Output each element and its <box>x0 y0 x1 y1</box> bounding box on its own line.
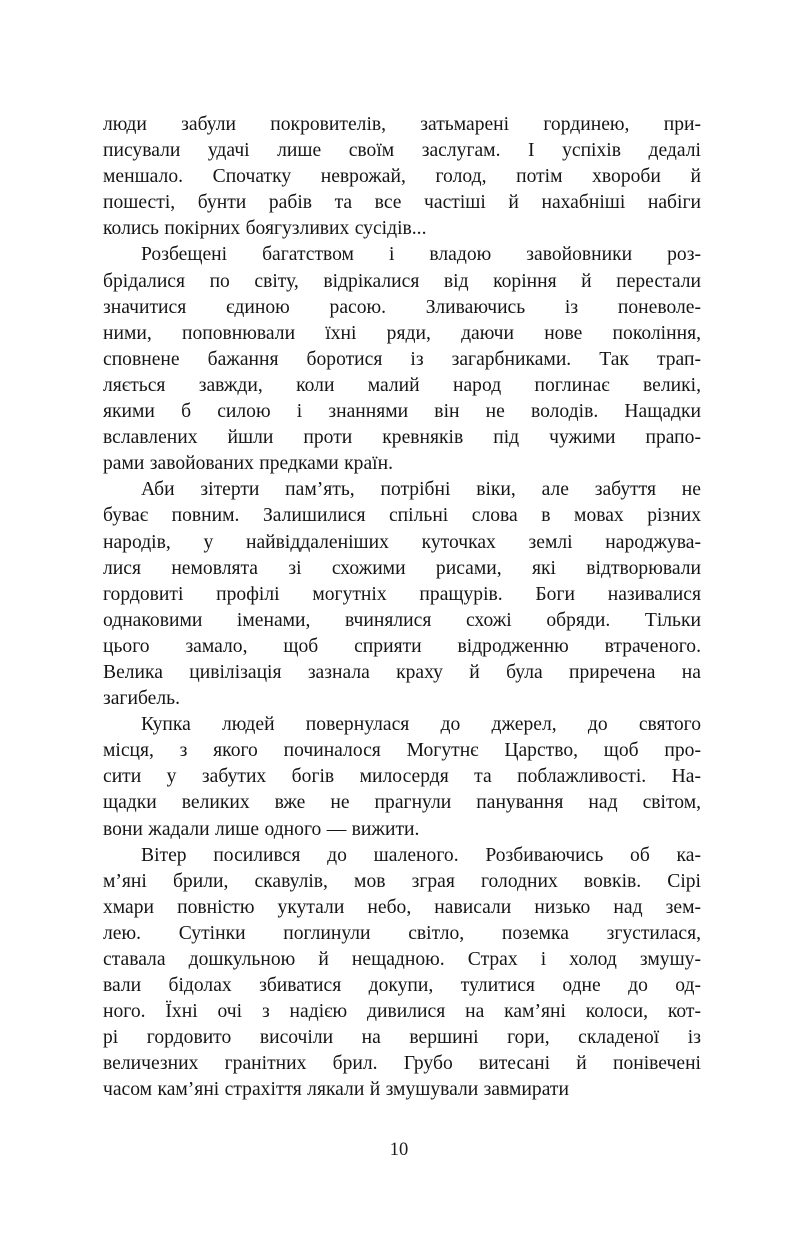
text-line: Розбещені багатством і владою завойовники роз- <box>141 244 701 266</box>
text-line: гордовиті профілі могутніх пращурів. Боги називалися <box>103 583 701 605</box>
paragraph <box>103 843 701 1104</box>
text-line: лею. Сутінки поглинули світло, поземка згустилася, <box>103 922 701 944</box>
text-line: колись покірних боягузливих сусідів... <box>103 218 427 240</box>
text-line: вони жадали лише одного — вижити. <box>103 818 420 840</box>
text-line: цього замало, щоб сприяти відродженню втраченого. <box>103 635 701 657</box>
paragraph <box>103 477 701 712</box>
text-line: ставала дошкульною й нещадною. Страх і холод змушу- <box>103 949 701 970</box>
paragraph <box>103 112 701 242</box>
text-line: якими б силою і знаннями він не володів. Нащадки <box>103 401 701 423</box>
page-number: 10 <box>389 1140 409 1160</box>
text-line: Велика цивілізація зазнала краху й була приречена на <box>103 661 701 683</box>
text-line: часом кам’яні страхіття лякали й змушували завмирати <box>103 1079 569 1101</box>
text-line: ними, поповнювали їхні ряди, даючи нове покоління, <box>103 322 701 344</box>
paragraph <box>103 712 701 842</box>
page-body <box>103 112 701 1104</box>
text-line: однаковими іменами, вчинялися схожі обряди. Тільки <box>103 609 701 631</box>
text-line: рі гордовито височіли на вершині гори, складеної із <box>103 1027 701 1049</box>
text-line: хмари повністю укутали небо, нависали низько над зем- <box>103 896 701 918</box>
text-line: загибель. <box>103 688 180 710</box>
text-line: пошесті, бунти рабів та все частіші й нахабніші набіги <box>103 192 701 214</box>
text-line: вславлених йшли проти кревняків під чужими прапо- <box>103 427 701 449</box>
text-line: брідалися по світу, відрікалися від коріння й перестали <box>103 270 701 292</box>
text-line: люди забули покровителів, затьмарені гординею, при- <box>103 114 701 135</box>
text-line: народів, у найвіддаленіших куточках землі народжува- <box>103 531 701 553</box>
text-line: вали бідолах збиватися докупи, тулитися одне до од- <box>103 975 701 997</box>
paragraph <box>103 242 701 477</box>
text-line: сити у забутих богів милосердя та поблажливості. На- <box>103 766 701 788</box>
text-line: значитися єдиною расою. Зливаючись із поневоле- <box>103 296 701 318</box>
text-line: Купка людей повернулася до джерел, до святого <box>141 714 701 736</box>
text-line: величезних гранітних брил. Грубо витесані й понівечені <box>103 1053 701 1075</box>
text-line: меншало. Спочатку неврожай, голод, потім хвороби й <box>103 166 701 188</box>
text-line: Вітер посилився до шаленого. Розбиваючись об ка- <box>141 844 701 866</box>
text-line: м’яні брили, скавулів, мов зграя голодних вовків. Сірі <box>103 870 701 892</box>
text-line: ляється завжди, коли малий народ поглинає великі, <box>103 374 701 396</box>
text-line: сповнене бажання боротися із загарбниками. Так трап- <box>103 348 701 370</box>
text-line: місця, з якого починалося Могутнє Царство, щоб про- <box>103 740 701 762</box>
text-line: лися немовлята зі схожими рисами, які відтворювали <box>103 557 701 579</box>
text-line: буває повним. Залишилися спільні слова в мовах різних <box>103 505 701 527</box>
text-line: щадки великих вже не прагнули панування над світом, <box>103 792 701 814</box>
text-line: Аби зітерти пам’ять, потрібні віки, але забуття не <box>141 479 701 501</box>
text-line: писували удачі лише своїм заслугам. І успіхів дедалі <box>103 140 701 162</box>
text-line: рами завойованих предками країн. <box>103 453 394 475</box>
text-line: ного. Їхні очі з надією дивилися на кам’яні колоси, кот- <box>103 1001 701 1023</box>
